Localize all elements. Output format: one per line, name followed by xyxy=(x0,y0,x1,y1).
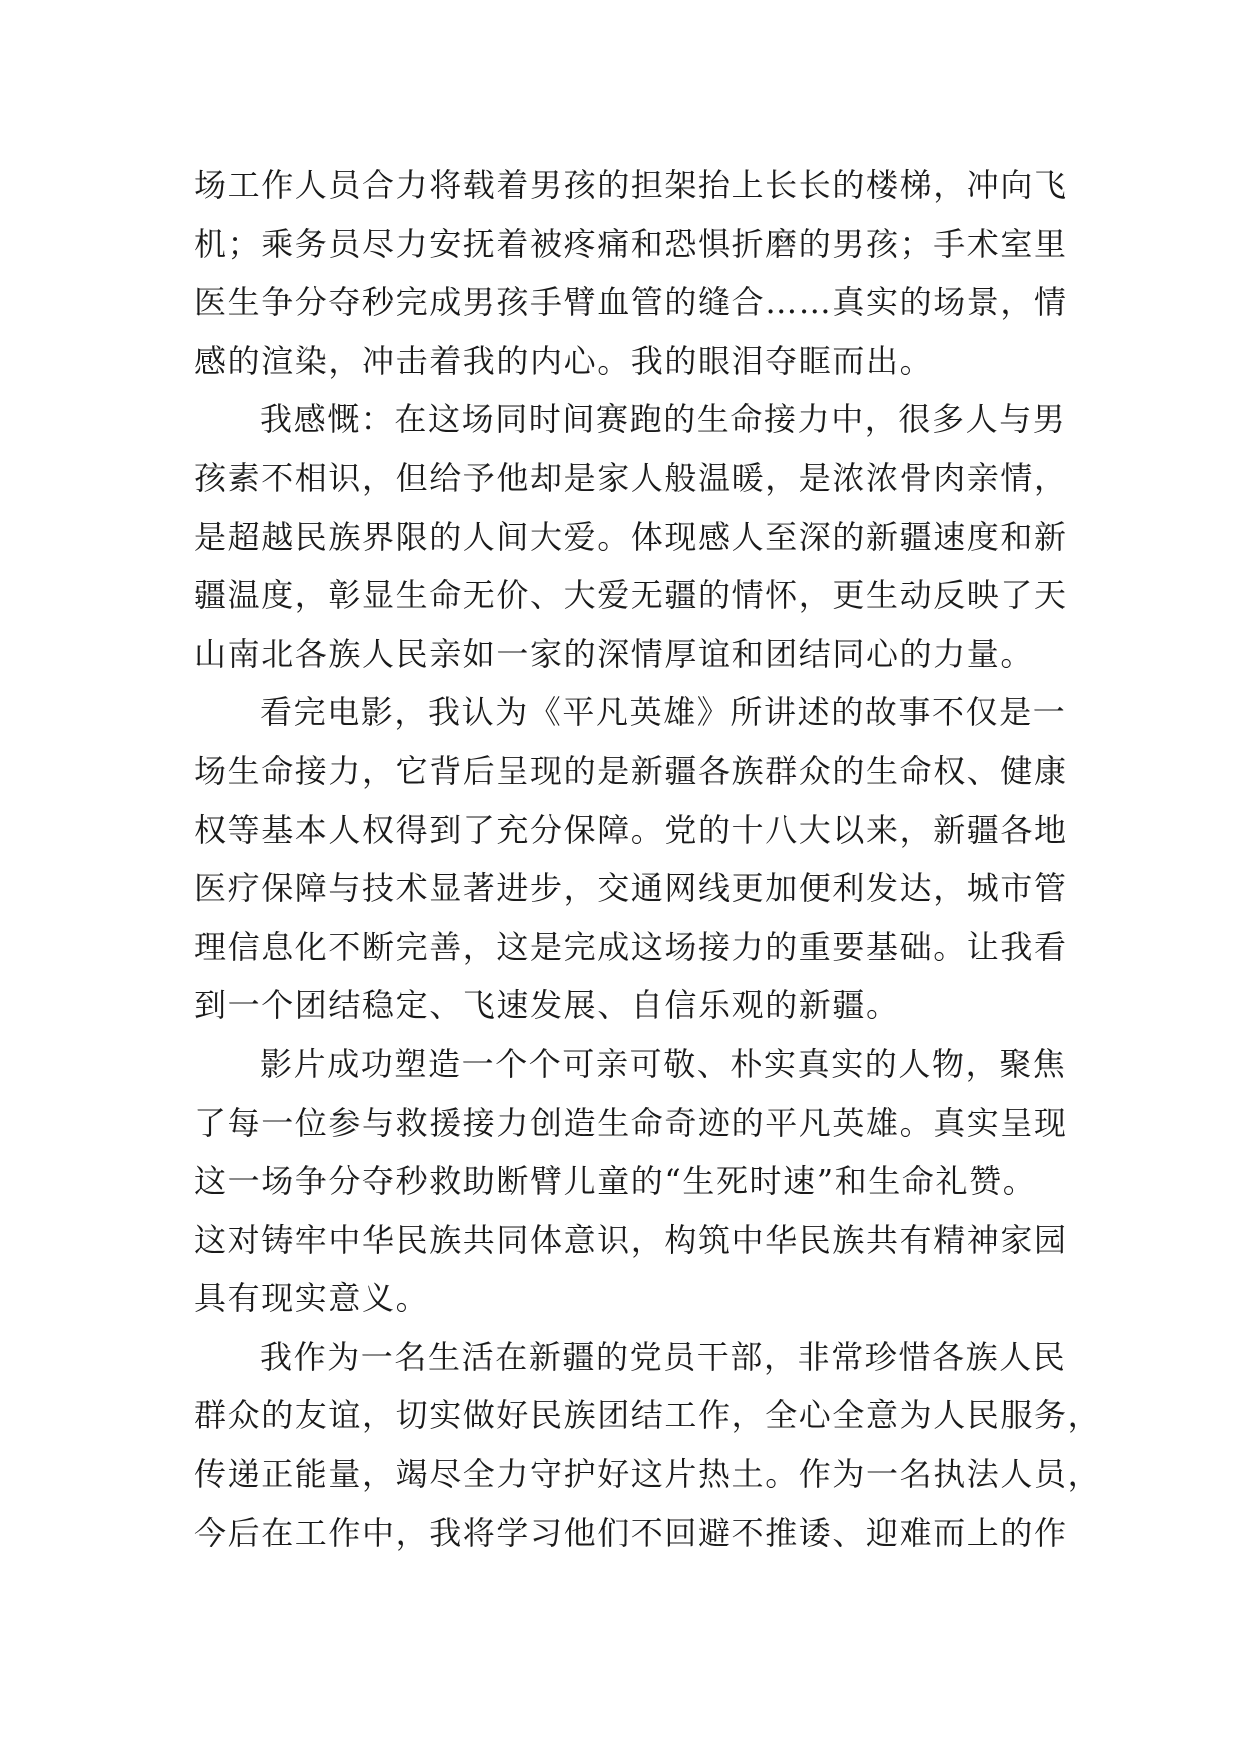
text-line: 这对铸牢中华民族共同体意识，构筑中华民族共有精神家园 xyxy=(194,1220,1068,1259)
text-line: 看完电影，我认为《平凡英雄》所讲述的故事不仅是一 xyxy=(260,693,1067,732)
text-line: 了每一位参与救援接力创造生命奇迹的平凡英雄。真实呈现 xyxy=(194,1103,1068,1142)
text-line: 山南北各族人民亲如一家的深情厚谊和团结同心的力量。 xyxy=(194,634,1035,673)
text-line: 感的渲染，冲击着我的内心。我的眼泪夺眶而出。 xyxy=(194,341,934,380)
text-line: 我感慨：在这场同时间赛跑的生命接力中，很多人与男 xyxy=(260,400,1067,439)
text-line: 我作为一名生活在新疆的党员干部，非常珍惜各族人民 xyxy=(260,1337,1067,1376)
text-line: 场生命接力，它背后呈现的是新疆各族群众的生命权、健康 xyxy=(194,751,1068,790)
text-line: 医生争分夺秒完成男孩手臂血管的缝合……真实的场景，情 xyxy=(194,283,1068,322)
text-line: 今后在工作中，我将学习他们不回避不推诿、迎难而上的作 xyxy=(194,1513,1068,1552)
text-line: 群众的友谊，切实做好民族团结工作，全心全意为人民服务， xyxy=(194,1396,1102,1435)
text-line: 到一个团结稳定、飞速发展、自信乐观的新疆。 xyxy=(194,986,900,1025)
text-line: 这一场争分夺秒救助断臂儿童的“生死时速”和生命礼赞。 xyxy=(194,1162,1037,1201)
body-text xyxy=(194,156,1102,1562)
text-line: 理信息化不断完善，这是完成这场接力的重要基础。让我看 xyxy=(194,927,1068,966)
text-line: 场工作人员合力将载着男孩的担架抬上长长的楼梯，冲向飞 xyxy=(194,166,1068,204)
text-line: 权等基本人权得到了充分保障。党的十八大以来，新疆各地 xyxy=(194,810,1068,849)
text-line: 是超越民族界限的人间大爱。体现感人至深的新疆速度和新 xyxy=(194,517,1068,556)
text-line: 机；乘务员尽力安抚着被疼痛和恐惧折磨的男孩；手术室里 xyxy=(194,224,1068,263)
text-line: 传递正能量，竭尽全力守护好这片热土。作为一名执法人员， xyxy=(194,1455,1102,1494)
text-line: 孩素不相识，但给予他却是家人般温暖，是浓浓骨肉亲情， xyxy=(194,458,1068,497)
text-line: 医疗保障与技术显著进步，交通网线更加便利发达，城市管 xyxy=(194,869,1068,908)
text-line: 具有现实意义。 xyxy=(194,1279,430,1318)
text-line: 疆温度，彰显生命无价、大爱无疆的情怀，更生动反映了天 xyxy=(194,576,1068,615)
text-line: 影片成功塑造一个个可亲可敬、朴实真实的人物，聚焦 xyxy=(260,1044,1067,1083)
